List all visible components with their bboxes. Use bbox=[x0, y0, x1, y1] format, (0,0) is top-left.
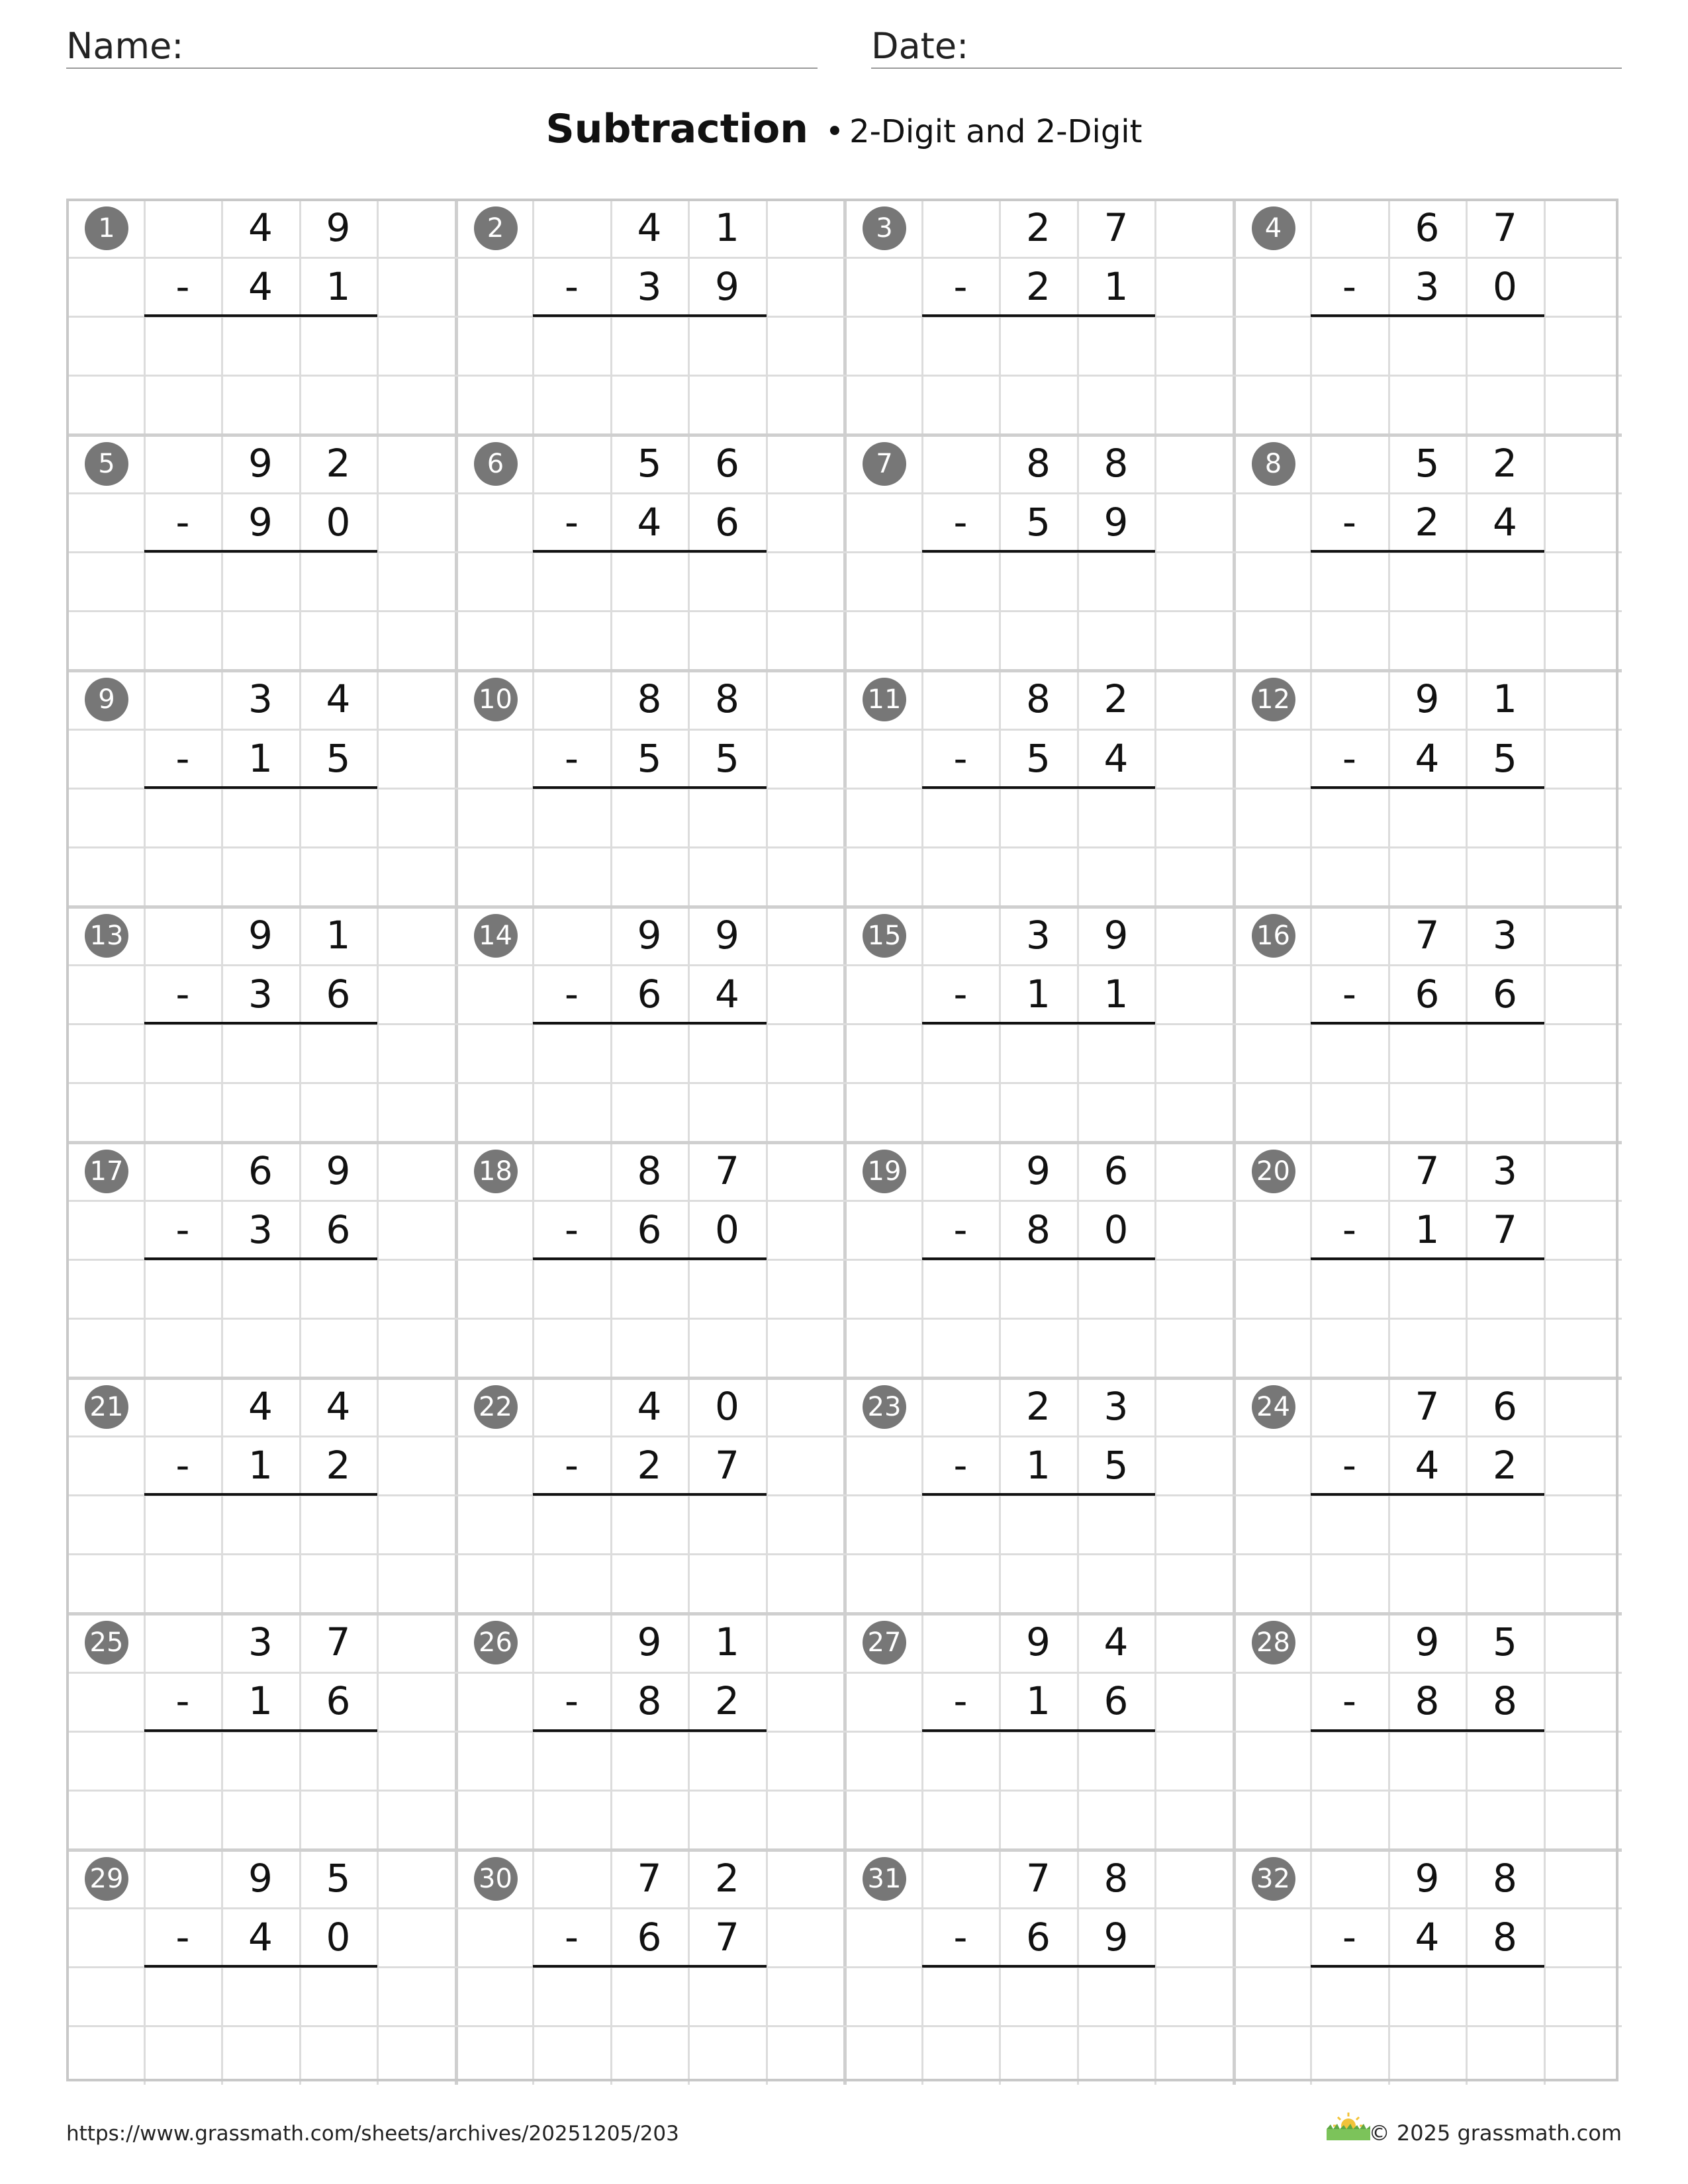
subtrahend-ones: 9 bbox=[1103, 500, 1129, 545]
subtrahend-ones: 1 bbox=[1103, 971, 1129, 1017]
footer-copyright: © 2025 grassmath.com bbox=[1368, 2120, 1622, 2146]
minuend-tens: 9 bbox=[637, 1619, 662, 1665]
problem-number-badge: 17 bbox=[85, 1150, 128, 1193]
subtrahend-ones: 2 bbox=[715, 1678, 739, 1724]
minuend-tens: 9 bbox=[248, 912, 273, 958]
title-subtitle: 2-Digit and 2-Digit bbox=[849, 113, 1143, 150]
subtrahend-ones: 9 bbox=[715, 264, 739, 310]
subtrahend-tens: 2 bbox=[637, 1443, 662, 1488]
problem-31 bbox=[844, 1849, 1233, 2085]
subtrahend-ones: 9 bbox=[1103, 1914, 1129, 1960]
minuend-ones: 1 bbox=[326, 912, 351, 958]
subtrahend-ones: 7 bbox=[715, 1914, 739, 1960]
minus-sign: - bbox=[953, 1207, 968, 1252]
minuend-tens: 3 bbox=[248, 1619, 273, 1665]
minuend-ones: 8 bbox=[1493, 1855, 1517, 1901]
problem-5 bbox=[66, 434, 455, 670]
answer-area[interactable] bbox=[922, 788, 1156, 847]
page-title bbox=[0, 106, 1688, 152]
subtrahend-ones: 6 bbox=[1493, 971, 1517, 1017]
answer-area[interactable] bbox=[533, 316, 767, 375]
problem-12 bbox=[1233, 670, 1622, 905]
subtrahend-ones: 6 bbox=[715, 500, 739, 545]
minuend-ones: 0 bbox=[715, 1384, 739, 1430]
minus-sign: - bbox=[953, 971, 968, 1017]
minuend-tens: 4 bbox=[637, 1384, 662, 1430]
problem-number-badge: 24 bbox=[1252, 1385, 1295, 1429]
problem-number-badge: 6 bbox=[474, 442, 518, 486]
minus-sign: - bbox=[175, 264, 190, 310]
subtrahend-ones: 0 bbox=[715, 1207, 739, 1252]
minus-sign: - bbox=[1342, 1914, 1356, 1960]
answer-area[interactable] bbox=[922, 316, 1156, 375]
subtrahend-tens: 4 bbox=[637, 500, 662, 545]
minuend-tens: 3 bbox=[248, 676, 273, 722]
problem-2 bbox=[455, 199, 844, 434]
subtrahend-tens: 3 bbox=[248, 1207, 273, 1252]
answer-area[interactable] bbox=[533, 788, 767, 847]
answer-area[interactable] bbox=[1311, 788, 1544, 847]
minus-sign: - bbox=[175, 1443, 190, 1488]
problem-21 bbox=[66, 1377, 455, 1613]
minuend-ones: 2 bbox=[715, 1855, 739, 1901]
minus-sign: - bbox=[1342, 264, 1356, 310]
minuend-ones: 4 bbox=[326, 1384, 351, 1430]
problem-24 bbox=[1233, 1377, 1622, 1613]
subtrahend-ones: 4 bbox=[1493, 500, 1517, 545]
answer-area[interactable] bbox=[922, 1967, 1156, 2026]
subtrahend-tens: 4 bbox=[248, 264, 273, 310]
minuend-ones: 6 bbox=[1103, 1148, 1129, 1193]
minuend-ones: 7 bbox=[1103, 205, 1129, 250]
name-label: Name: bbox=[66, 25, 184, 67]
subtrahend-ones: 2 bbox=[1493, 1443, 1517, 1488]
problem-number-badge: 16 bbox=[1252, 914, 1295, 958]
subtrahend-tens: 1 bbox=[1026, 1678, 1051, 1724]
problem-13 bbox=[66, 906, 455, 1142]
grass-sun-logo-icon bbox=[1325, 2111, 1372, 2142]
minus-sign: - bbox=[565, 1443, 579, 1488]
problem-29 bbox=[66, 1849, 455, 2085]
answer-area[interactable] bbox=[922, 1259, 1156, 1318]
problem-number-badge: 32 bbox=[1252, 1857, 1295, 1901]
subtrahend-ones: 7 bbox=[715, 1443, 739, 1488]
problem-number-badge: 27 bbox=[863, 1621, 906, 1664]
answer-area[interactable] bbox=[144, 1731, 378, 1790]
minuend-ones: 1 bbox=[1493, 676, 1517, 722]
subtrahend-tens: 2 bbox=[1415, 500, 1440, 545]
minuend-ones: 7 bbox=[326, 1619, 351, 1665]
minus-sign: - bbox=[953, 1678, 968, 1724]
subtrahend-tens: 8 bbox=[1026, 1207, 1051, 1252]
minus-sign: - bbox=[953, 1914, 968, 1960]
minus-sign: - bbox=[175, 1207, 190, 1252]
minus-sign: - bbox=[175, 735, 190, 781]
minuend-tens: 7 bbox=[1415, 1384, 1440, 1430]
problem-number-badge: 15 bbox=[863, 914, 906, 958]
answer-area[interactable] bbox=[1311, 316, 1544, 375]
problem-number-badge: 2 bbox=[474, 206, 518, 250]
subtrahend-tens: 4 bbox=[1415, 735, 1440, 781]
minuend-tens: 5 bbox=[1415, 441, 1440, 486]
minus-sign: - bbox=[1342, 1207, 1356, 1252]
subtrahend-tens: 1 bbox=[1026, 971, 1051, 1017]
problem-number-badge: 5 bbox=[85, 442, 128, 486]
subtrahend-tens: 4 bbox=[248, 1914, 273, 1960]
answer-area[interactable] bbox=[1311, 1024, 1544, 1083]
answer-area[interactable] bbox=[533, 1967, 767, 2026]
problem-number-badge: 12 bbox=[1252, 678, 1295, 721]
minus-sign: - bbox=[1342, 971, 1356, 1017]
problem-23 bbox=[844, 1377, 1233, 1613]
problem-number-badge: 29 bbox=[85, 1857, 128, 1901]
subtrahend-ones: 5 bbox=[1103, 1443, 1129, 1488]
subtrahend-ones: 0 bbox=[326, 500, 351, 545]
minus-sign: - bbox=[175, 1678, 190, 1724]
minuend-tens: 7 bbox=[637, 1855, 662, 1901]
subtrahend-ones: 6 bbox=[326, 971, 351, 1017]
problem-number-badge: 28 bbox=[1252, 1621, 1295, 1664]
minus-sign: - bbox=[565, 264, 579, 310]
problem-number-badge: 4 bbox=[1252, 206, 1295, 250]
worksheet-grid bbox=[66, 199, 1622, 2085]
answer-area[interactable] bbox=[922, 552, 1156, 611]
minuend-tens: 8 bbox=[637, 1148, 662, 1193]
answer-area[interactable] bbox=[533, 1024, 767, 1083]
answer-area[interactable] bbox=[922, 1024, 1156, 1083]
problem-number-badge: 8 bbox=[1252, 442, 1295, 486]
answer-area[interactable] bbox=[144, 788, 378, 847]
answer-area[interactable] bbox=[1311, 1259, 1544, 1318]
minuend-tens: 2 bbox=[1026, 1384, 1051, 1430]
problem-1 bbox=[66, 199, 455, 434]
subtrahend-tens: 8 bbox=[1415, 1678, 1440, 1724]
title-separator: • bbox=[825, 113, 845, 150]
minuend-ones: 2 bbox=[326, 441, 351, 486]
minuend-tens: 9 bbox=[1415, 1619, 1440, 1665]
answer-area[interactable] bbox=[1311, 552, 1544, 611]
problem-number-badge: 30 bbox=[474, 1857, 518, 1901]
minuend-tens: 8 bbox=[637, 676, 662, 722]
answer-area[interactable] bbox=[1311, 1967, 1544, 2026]
subtrahend-tens: 6 bbox=[637, 1914, 662, 1960]
answer-area[interactable] bbox=[922, 1731, 1156, 1790]
minuend-ones: 7 bbox=[1493, 205, 1517, 250]
answer-area[interactable] bbox=[144, 552, 378, 611]
minuend-ones: 3 bbox=[1103, 1384, 1129, 1430]
subtrahend-tens: 1 bbox=[1415, 1207, 1440, 1252]
minuend-tens: 4 bbox=[637, 205, 662, 250]
problem-number-badge: 19 bbox=[863, 1150, 906, 1193]
subtrahend-ones: 6 bbox=[1103, 1678, 1129, 1724]
problem-number-badge: 13 bbox=[85, 914, 128, 958]
minuend-ones: 6 bbox=[1493, 1384, 1517, 1430]
problem-16 bbox=[1233, 906, 1622, 1142]
problem-number-badge: 9 bbox=[85, 678, 128, 721]
name-line[interactable] bbox=[66, 68, 818, 69]
minuend-ones: 2 bbox=[1103, 676, 1129, 722]
minuend-ones: 4 bbox=[1103, 1619, 1129, 1665]
minuend-ones: 3 bbox=[1493, 1148, 1517, 1193]
problem-11 bbox=[844, 670, 1233, 905]
problem-number-badge: 11 bbox=[863, 678, 906, 721]
subtrahend-ones: 0 bbox=[1103, 1207, 1129, 1252]
minus-sign: - bbox=[565, 1207, 579, 1252]
problem-25 bbox=[66, 1613, 455, 1848]
subtrahend-ones: 5 bbox=[326, 735, 351, 781]
subtrahend-ones: 1 bbox=[326, 264, 351, 310]
problem-10 bbox=[455, 670, 844, 905]
subtrahend-ones: 8 bbox=[1493, 1678, 1517, 1724]
subtrahend-ones: 5 bbox=[1493, 735, 1517, 781]
subtrahend-ones: 0 bbox=[1493, 264, 1517, 310]
minuend-ones: 1 bbox=[715, 1619, 739, 1665]
minus-sign: - bbox=[175, 1914, 190, 1960]
subtrahend-tens: 1 bbox=[248, 735, 273, 781]
problem-14 bbox=[455, 906, 844, 1142]
problem-number-badge: 18 bbox=[474, 1150, 518, 1193]
minus-sign: - bbox=[175, 971, 190, 1017]
subtrahend-ones: 4 bbox=[715, 971, 739, 1017]
answer-area[interactable] bbox=[533, 1495, 767, 1554]
minuend-ones: 5 bbox=[1493, 1619, 1517, 1665]
title-main: Subtraction bbox=[545, 106, 808, 152]
subtrahend-tens: 6 bbox=[1415, 971, 1440, 1017]
subtrahend-tens: 3 bbox=[637, 264, 662, 310]
minuend-ones: 8 bbox=[715, 676, 739, 722]
minus-sign: - bbox=[953, 500, 968, 545]
subtrahend-ones: 0 bbox=[326, 1914, 351, 1960]
minuend-tens: 9 bbox=[248, 441, 273, 486]
subtrahend-ones: 8 bbox=[1493, 1914, 1517, 1960]
subtrahend-tens: 3 bbox=[248, 971, 273, 1017]
minuend-ones: 5 bbox=[326, 1855, 351, 1901]
answer-area[interactable] bbox=[533, 552, 767, 611]
problem-number-badge: 31 bbox=[863, 1857, 906, 1901]
problem-15 bbox=[844, 906, 1233, 1142]
subtrahend-tens: 4 bbox=[1415, 1443, 1440, 1488]
subtrahend-tens: 3 bbox=[1415, 264, 1440, 310]
minus-sign: - bbox=[1342, 1443, 1356, 1488]
subtrahend-tens: 6 bbox=[637, 971, 662, 1017]
problem-number-badge: 14 bbox=[474, 914, 518, 958]
minuend-tens: 8 bbox=[1026, 441, 1051, 486]
minuend-ones: 9 bbox=[1103, 912, 1129, 958]
problem-17 bbox=[66, 1142, 455, 1377]
minuend-tens: 7 bbox=[1026, 1855, 1051, 1901]
minus-sign: - bbox=[1342, 500, 1356, 545]
minus-sign: - bbox=[565, 971, 579, 1017]
minuend-tens: 2 bbox=[1026, 205, 1051, 250]
subtrahend-tens: 5 bbox=[1026, 500, 1051, 545]
answer-area[interactable] bbox=[144, 1495, 378, 1554]
problem-28 bbox=[1233, 1613, 1622, 1848]
answer-area[interactable] bbox=[1311, 1731, 1544, 1790]
minuend-ones: 6 bbox=[715, 441, 739, 486]
problem-20 bbox=[1233, 1142, 1622, 1377]
subtrahend-ones: 6 bbox=[326, 1678, 351, 1724]
subtrahend-ones: 4 bbox=[1103, 735, 1129, 781]
answer-area[interactable] bbox=[533, 1731, 767, 1790]
problem-number-badge: 21 bbox=[85, 1385, 128, 1429]
subtrahend-tens: 5 bbox=[637, 735, 662, 781]
problem-8 bbox=[1233, 434, 1622, 670]
minuend-tens: 9 bbox=[1415, 676, 1440, 722]
minuend-tens: 9 bbox=[1026, 1619, 1051, 1665]
problem-number-badge: 10 bbox=[474, 678, 518, 721]
answer-area[interactable] bbox=[144, 1967, 378, 2026]
minuend-ones: 9 bbox=[715, 912, 739, 958]
minuend-tens: 4 bbox=[248, 205, 273, 250]
minus-sign: - bbox=[565, 1914, 579, 1960]
problem-32 bbox=[1233, 1849, 1622, 2085]
problem-number-badge: 20 bbox=[1252, 1150, 1295, 1193]
subtrahend-ones: 7 bbox=[1493, 1207, 1517, 1252]
minus-sign: - bbox=[565, 1678, 579, 1724]
minus-sign: - bbox=[1342, 735, 1356, 781]
subtrahend-tens: 1 bbox=[1026, 1443, 1051, 1488]
subtrahend-ones: 1 bbox=[1103, 264, 1129, 310]
minus-sign: - bbox=[953, 735, 968, 781]
subtrahend-tens: 6 bbox=[637, 1207, 662, 1252]
minuend-tens: 9 bbox=[1415, 1855, 1440, 1901]
minuend-tens: 4 bbox=[248, 1384, 273, 1430]
subtrahend-tens: 6 bbox=[1026, 1914, 1051, 1960]
problem-19 bbox=[844, 1142, 1233, 1377]
problem-26 bbox=[455, 1613, 844, 1848]
minuend-ones: 8 bbox=[1103, 1855, 1129, 1901]
minuend-ones: 9 bbox=[326, 205, 351, 250]
minuend-tens: 7 bbox=[1415, 912, 1440, 958]
problem-4 bbox=[1233, 199, 1622, 434]
subtrahend-tens: 9 bbox=[248, 500, 273, 545]
problem-number-badge: 26 bbox=[474, 1621, 518, 1664]
subtrahend-tens: 5 bbox=[1026, 735, 1051, 781]
minuend-tens: 7 bbox=[1415, 1148, 1440, 1193]
minuend-tens: 8 bbox=[1026, 676, 1051, 722]
answer-area[interactable] bbox=[144, 1259, 378, 1318]
problem-number-badge: 25 bbox=[85, 1621, 128, 1664]
minus-sign: - bbox=[565, 500, 579, 545]
minuend-tens: 9 bbox=[248, 1855, 273, 1901]
problem-number-badge: 22 bbox=[474, 1385, 518, 1429]
subtrahend-ones: 2 bbox=[326, 1443, 351, 1488]
problem-6 bbox=[455, 434, 844, 670]
minuend-tens: 9 bbox=[637, 912, 662, 958]
problem-number-badge: 23 bbox=[863, 1385, 906, 1429]
subtrahend-ones: 5 bbox=[715, 735, 739, 781]
minus-sign: - bbox=[953, 264, 968, 310]
minuend-tens: 5 bbox=[637, 441, 662, 486]
subtrahend-ones: 6 bbox=[326, 1207, 351, 1252]
problem-7 bbox=[844, 434, 1233, 670]
minuend-ones: 7 bbox=[715, 1148, 739, 1193]
problem-9 bbox=[66, 670, 455, 905]
subtrahend-tens: 1 bbox=[248, 1443, 273, 1488]
problem-27 bbox=[844, 1613, 1233, 1848]
problem-22 bbox=[455, 1377, 844, 1613]
problem-3 bbox=[844, 199, 1233, 434]
subtrahend-tens: 1 bbox=[248, 1678, 273, 1724]
minus-sign: - bbox=[1342, 1678, 1356, 1724]
minuend-ones: 3 bbox=[1493, 912, 1517, 958]
date-line[interactable] bbox=[871, 68, 1622, 69]
minuend-ones: 1 bbox=[715, 205, 739, 250]
problem-number-badge: 3 bbox=[863, 206, 906, 250]
subtrahend-tens: 4 bbox=[1415, 1914, 1440, 1960]
minuend-tens: 6 bbox=[1415, 205, 1440, 250]
answer-area[interactable] bbox=[144, 316, 378, 375]
subtrahend-tens: 8 bbox=[637, 1678, 662, 1724]
minus-sign: - bbox=[565, 735, 579, 781]
answer-area[interactable] bbox=[144, 1024, 378, 1083]
footer-url: https://www.grassmath.com/sheets/archives/20251205/203 bbox=[66, 2122, 679, 2146]
problem-number-badge: 7 bbox=[863, 442, 906, 486]
answer-area[interactable] bbox=[533, 1259, 767, 1318]
minuend-ones: 9 bbox=[326, 1148, 351, 1193]
answer-area[interactable] bbox=[922, 1495, 1156, 1554]
problem-number-badge: 1 bbox=[85, 206, 128, 250]
minuend-tens: 9 bbox=[1026, 1148, 1051, 1193]
problem-30 bbox=[455, 1849, 844, 2085]
date-label: Date: bbox=[871, 25, 969, 67]
minuend-ones: 2 bbox=[1493, 441, 1517, 486]
minuend-tens: 6 bbox=[248, 1148, 273, 1193]
problem-18 bbox=[455, 1142, 844, 1377]
minuend-ones: 8 bbox=[1103, 441, 1129, 486]
minuend-tens: 3 bbox=[1026, 912, 1051, 958]
minus-sign: - bbox=[953, 1443, 968, 1488]
answer-area[interactable] bbox=[1311, 1495, 1544, 1554]
minuend-ones: 4 bbox=[326, 676, 351, 722]
minus-sign: - bbox=[175, 500, 190, 545]
subtrahend-tens: 2 bbox=[1026, 264, 1051, 310]
